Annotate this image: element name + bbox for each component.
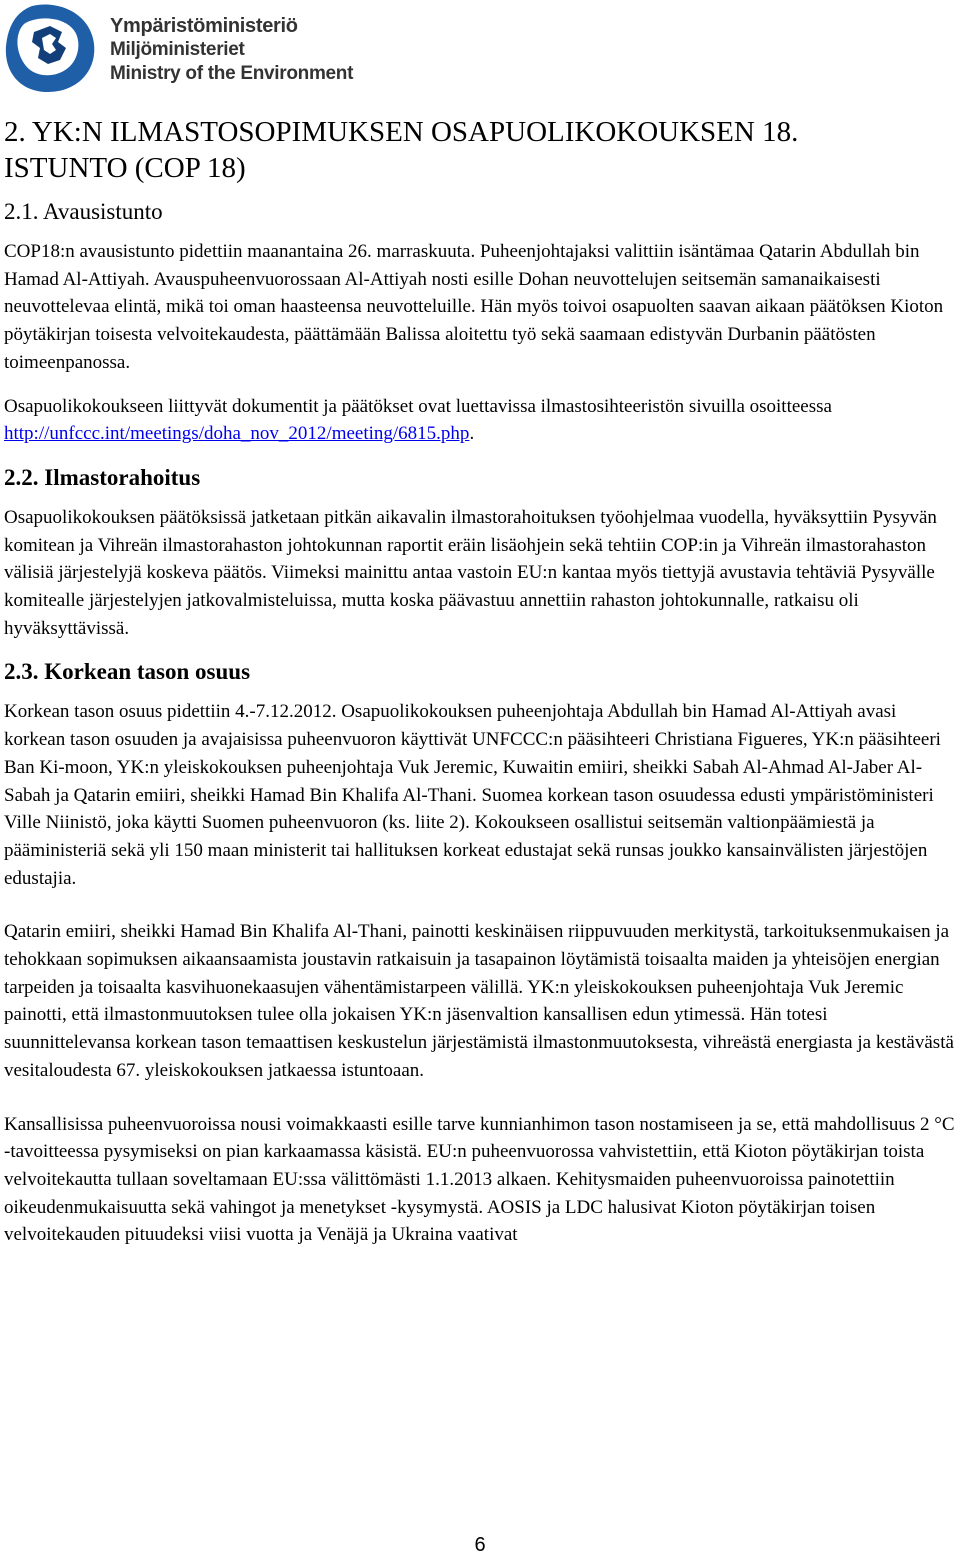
- ministry-logo: [2, 2, 354, 94]
- section-2-1-paragraph-1: COP18:n avausistunto pidettiin maanantaina 26. marraskuuta. Puheenjohtajaksi valittiin isäntämaa Qatarin Abdullah bin Hamad Al-Attiyah. Avauspuheenvuorossaan Al-Attiyah nosti esille Dohan neuvottelujen seitsemän samanaikaisesti neuvottelevaa elintä, mikä toi oman haasteensa neuvotteluille. Hän myös toivoi osapuolten saavan aikaan päätöksen Kioton pöytäkirjan toisesta velvoitekaudesta, päättämään Balissa aloitettu työ sekä saamaan edistyvän Durbanin päätösten toimeenpanossa.: [4, 241, 944, 373]
- lion-emblem-icon: [2, 2, 98, 94]
- paragraph-text: Osapuolikokoukseen liittyvät dokumentit ja päätökset ovat luettavissa ilmastosihteeristön sivuilla osoitteessa: [4, 395, 832, 417]
- logo-name-swedish: Miljöministeriet: [110, 39, 245, 60]
- section-2-3-paragraph-1: Korkean tason osuus pidettiin 4.-7.12.2012. Osapuolikokouksen puheenjohtaja Abdullah bin Hamad Al-Attiyah avasi korkean tason osuuden ja avajaisissa puheenvuoron käyttivät UNFCCC:n pääsihteeri Christiana Figueres, YK:n pääsihteeri Ban Ki-moon, YK:n yleiskokouksen puheenjohtaja Vuk Jeremic, Kuwaitin emiiri, sheikki Sabah Al-Ahmad Al-Jaber Al-Sabah ja Qatarin emiiri, sheikki Hamad Bin Khalifa Al-Thani. Suomea korkean tason osuudessa edusti ympäristöministeri Ville Niinistö, joka käytti Suomen puheenvuoron (ks. liite 2). Kokoukseen osallistui seitsemän valtionpäämiestä ja pääministeriä sekä yli 150 maan ministerit tai hallituksen korkeat edustajat sekä runsas joukko kansainvälisten järjestöjen edustajia.: [4, 701, 941, 889]
- section-2-1-title: 2.1. Avausistunto: [4, 199, 163, 224]
- section-2-3-paragraph-3: Kansallisissa puheenvuoroissa nousi voimakkaasti esille tarve kunnianhimon tason nostamiseen ja se, että mahdollisuus 2 °C -tavoitteessa pysymiseksi on pian karkaamassa käsistä. EU:n puheenvuorossa vahvistettiin, että Kioton pöytäkirjan toista velvoitekautta tullaan soveltamaan EU:ssa välittömästi 1.1.2013 alkaen. Kehitysmaiden puheenvuoroissa painotettiin oikeudenmukaisuutta sekä vahingot ja menetykset -kysymystä. AOSIS ja LDC halusivat Kioton pöytäkirjan toisen velvoitekauden pituudeksi viisi vuotta ja Venäjä ja Ukraina vaativat: [4, 1113, 955, 1246]
- unfccc-meeting-link[interactable]: http://unfccc.int/meetings/doha_nov_2012/meeting/6815.php: [4, 423, 470, 445]
- section-2-2-paragraph-1: Osapuolikokouksen päätöksissä jatketaan pitkän aikavalin ilmastorahoituksen työohjelmaa vuodella, hyväksyttiin Pysyvän komitean ja Vihreän ilmastorahaston johtokunnan raportit eräin lisäohjein sekä tehtiin COP:in ja Vihreän ilmastorahaston välisiä järjestelyjä koskeva päätös. Viimeksi mainittu antaa vastoin EU:n kantaa myös tiettyjä avustavia tehtäviä Pysyvälle komitealle järjestelyjen jatkovalmisteluissa, mutta koska päävastuu annettiin rahaston johtokunnalle, ratkaisu oli hyväksyttävissä.: [4, 506, 937, 639]
- logo-name-english: Ministry of the Environment: [110, 63, 354, 84]
- document-body: [4, 110, 956, 1265]
- page-number: 6: [474, 1534, 486, 1556]
- logo-name-finnish: Ympäristöministeriö: [110, 15, 298, 37]
- chapter-heading-line1: 2. YK:N ILMASTOSOPIMUKSEN OSAPUOLIKOKOUKSEN 18.: [4, 116, 799, 148]
- paragraph-text-end: .: [469, 423, 475, 445]
- section-2-3-title: 2.3. Korkean tason osuus: [4, 659, 251, 685]
- section-2-1-paragraph-2: [4, 393, 956, 448]
- section-2-3-paragraph-2: Qatarin emiiri, sheikki Hamad Bin Khalifa Al-Thani, painotti keskinäisen riippuvuuden merkitystä, tarkoituksenmukaisen ja tehokkaan sopimuksen aikaansaamista joustavin ratkaisuin ja tasapainon löytämistä toisaalta maiden ja yhteisöjen energian tarpeiden ja toisaalta kasvihuonekaasujen vähentämistarpeen välillä. YK:n yleiskokouksen puheenjohtaja Vuk Jeremic painotti, että ilmastonmuutoksen tulee olla jokaisen YK:n jäsenvaltion kansallisen edun ytimessä. Hän totesi suunnittelevansa korkean tason temaattisen keskustelun järjestämistä ilmastonmuutoksesta, vihreästä energiasta ja kestävästä vesitaloudesta 67. yleiskokouksen jatkaessa istuntoaan.: [4, 921, 954, 1081]
- chapter-heading: [4, 114, 956, 186]
- section-2-2-title: 2.2. Ilmastorahoitus: [4, 464, 201, 490]
- chapter-heading-line2: ISTUNTO (COP 18): [4, 152, 246, 184]
